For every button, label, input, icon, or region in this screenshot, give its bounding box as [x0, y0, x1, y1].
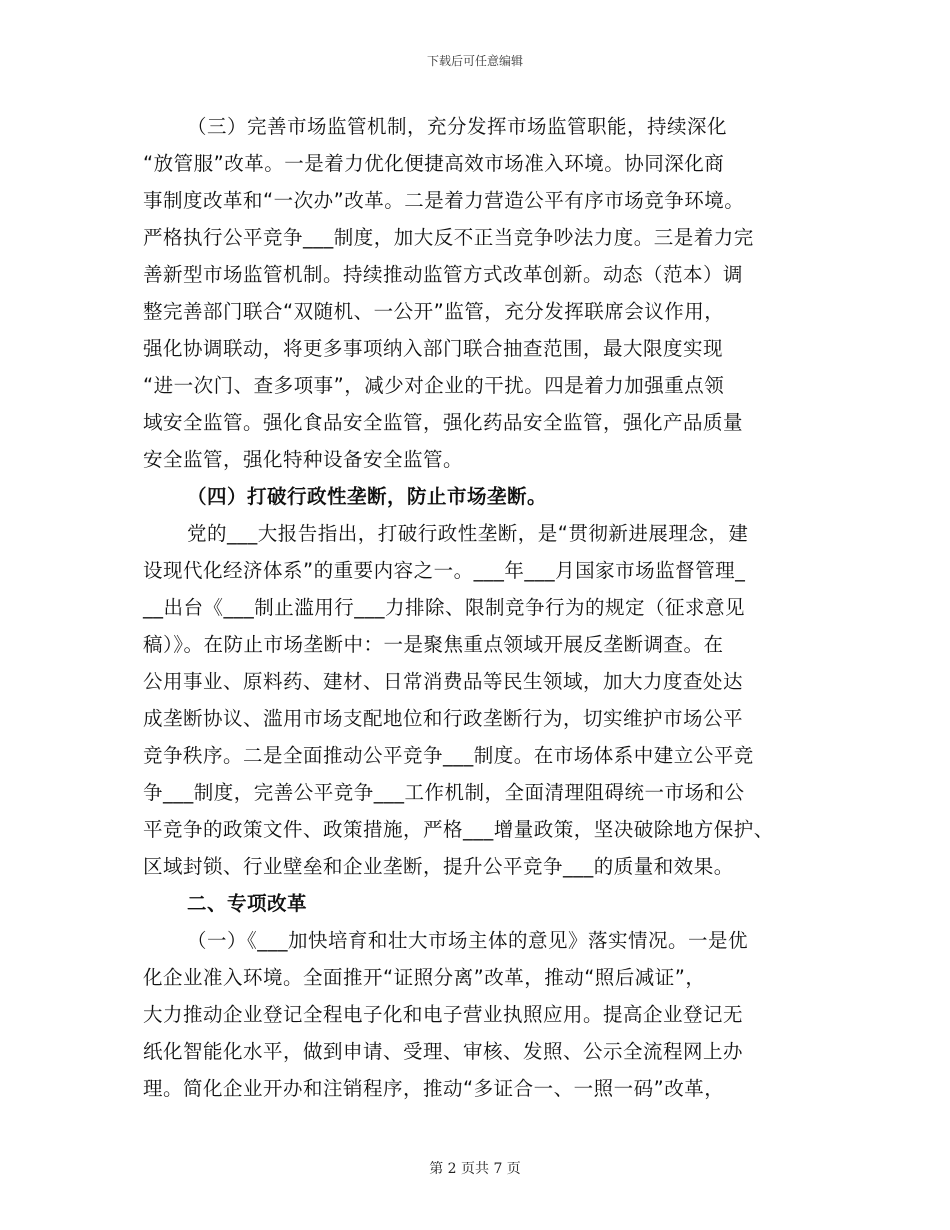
- paragraph-line: 竞争秩序。二是全面推动公平竞争___制度。在市场体系中建立公平竞: [143, 744, 754, 767]
- paragraph-line: 平竞争的政策文件、政策措施，严格___增量政策，坚决破除地方保护、: [143, 818, 774, 841]
- page-header: 下载后可任意编辑: [426, 54, 523, 68]
- paragraph-line: 安全监管，强化特种设备安全监管。: [143, 448, 464, 471]
- body-text: [143, 108, 815, 1107]
- page-footer: 第 2 页共 7 页: [429, 1161, 521, 1177]
- paragraph-line: 区域封锁、行业壁垒和企业垄断，提升公平竞争___的质量和效果。: [143, 855, 734, 878]
- paragraph-line: 化企业准入环境。全面推开“证照分离”改革，推动“照后减证”，: [143, 966, 706, 989]
- paragraph-line: 成垄断协议、滥用市场支配地位和行政垄断行为，切实维护市场公平: [143, 707, 744, 730]
- section-heading: 二、专项改革: [187, 892, 308, 915]
- paragraph-line: 纸化智能化水平，做到申请、受理、审核、发照、公示全流程网上办: [143, 1040, 744, 1063]
- paragraph-line: “进一次门、查多项事”，减少对企业的干扰。四是着力加强重点领: [143, 374, 725, 397]
- paragraph-line: __出台《___制止滥用行___力排除、限制竞争行为的规定（征求意见: [143, 596, 746, 619]
- paragraph-line: 党的___大报告指出，打破行政性垄断，是“贯彻新进展理念，建: [187, 522, 749, 545]
- paragraph-line: 稿）》。在防止市场垄断中：一是聚焦重点领域开展反垄断调查。在: [143, 633, 724, 656]
- paragraph-line: 大力推动企业登记全程电子化和电子营业执照应用。提高企业登记无: [143, 1003, 744, 1026]
- paragraph-line: “放管服”改革。一是着力优化便捷高效市场准入环境。协同深化商: [143, 152, 725, 175]
- paragraph-line: 严格执行公平竞争___制度，加大反不正当竞争吵法力度。三是着力完: [143, 226, 754, 249]
- paragraph-line: （三）完善市场监管机制，充分发挥市场监管职能，持续深化: [187, 115, 728, 138]
- paragraph-line: 强化协调联动，将更多事项纳入部门联合抽查范围，最大限度实现: [143, 337, 724, 360]
- paragraph-line: （一）《___加快培育和壮大市场主体的意见》落实情况。一是优: [187, 929, 749, 952]
- section-heading: （四）打破行政性垄断，防止市场垄断。: [187, 485, 548, 508]
- paragraph-line: 理。简化企业开办和注销程序，推动“多证合一、一照一码”改革，: [143, 1077, 725, 1100]
- paragraph-line: 争___制度，完善公平竞争___工作机制，全面清理阻碍统一市场和公: [143, 781, 745, 804]
- paragraph-line: 善新型市场监管机制。持续推动监管方式改革创新。动态（范本）调: [143, 263, 744, 286]
- paragraph-line: 设现代化经济体系”的重要内容之一。___年___月国家市场监督管理_: [143, 559, 746, 582]
- paragraph-line: 域安全监管。强化食品安全监管，强化药品安全监管，强化产品质量: [143, 411, 744, 434]
- paragraph-line: 事制度改革和“一次办”改革。二是着力营造公平有序市场竞争环境。: [143, 189, 745, 212]
- paragraph-line: 公用事业、原料药、建材、日常消费品等民生领域，加大力度查处达: [143, 670, 744, 693]
- paragraph-line: 整完善部门联合“双随机、一公开”监管，充分发挥联席会议作用，: [143, 300, 725, 323]
